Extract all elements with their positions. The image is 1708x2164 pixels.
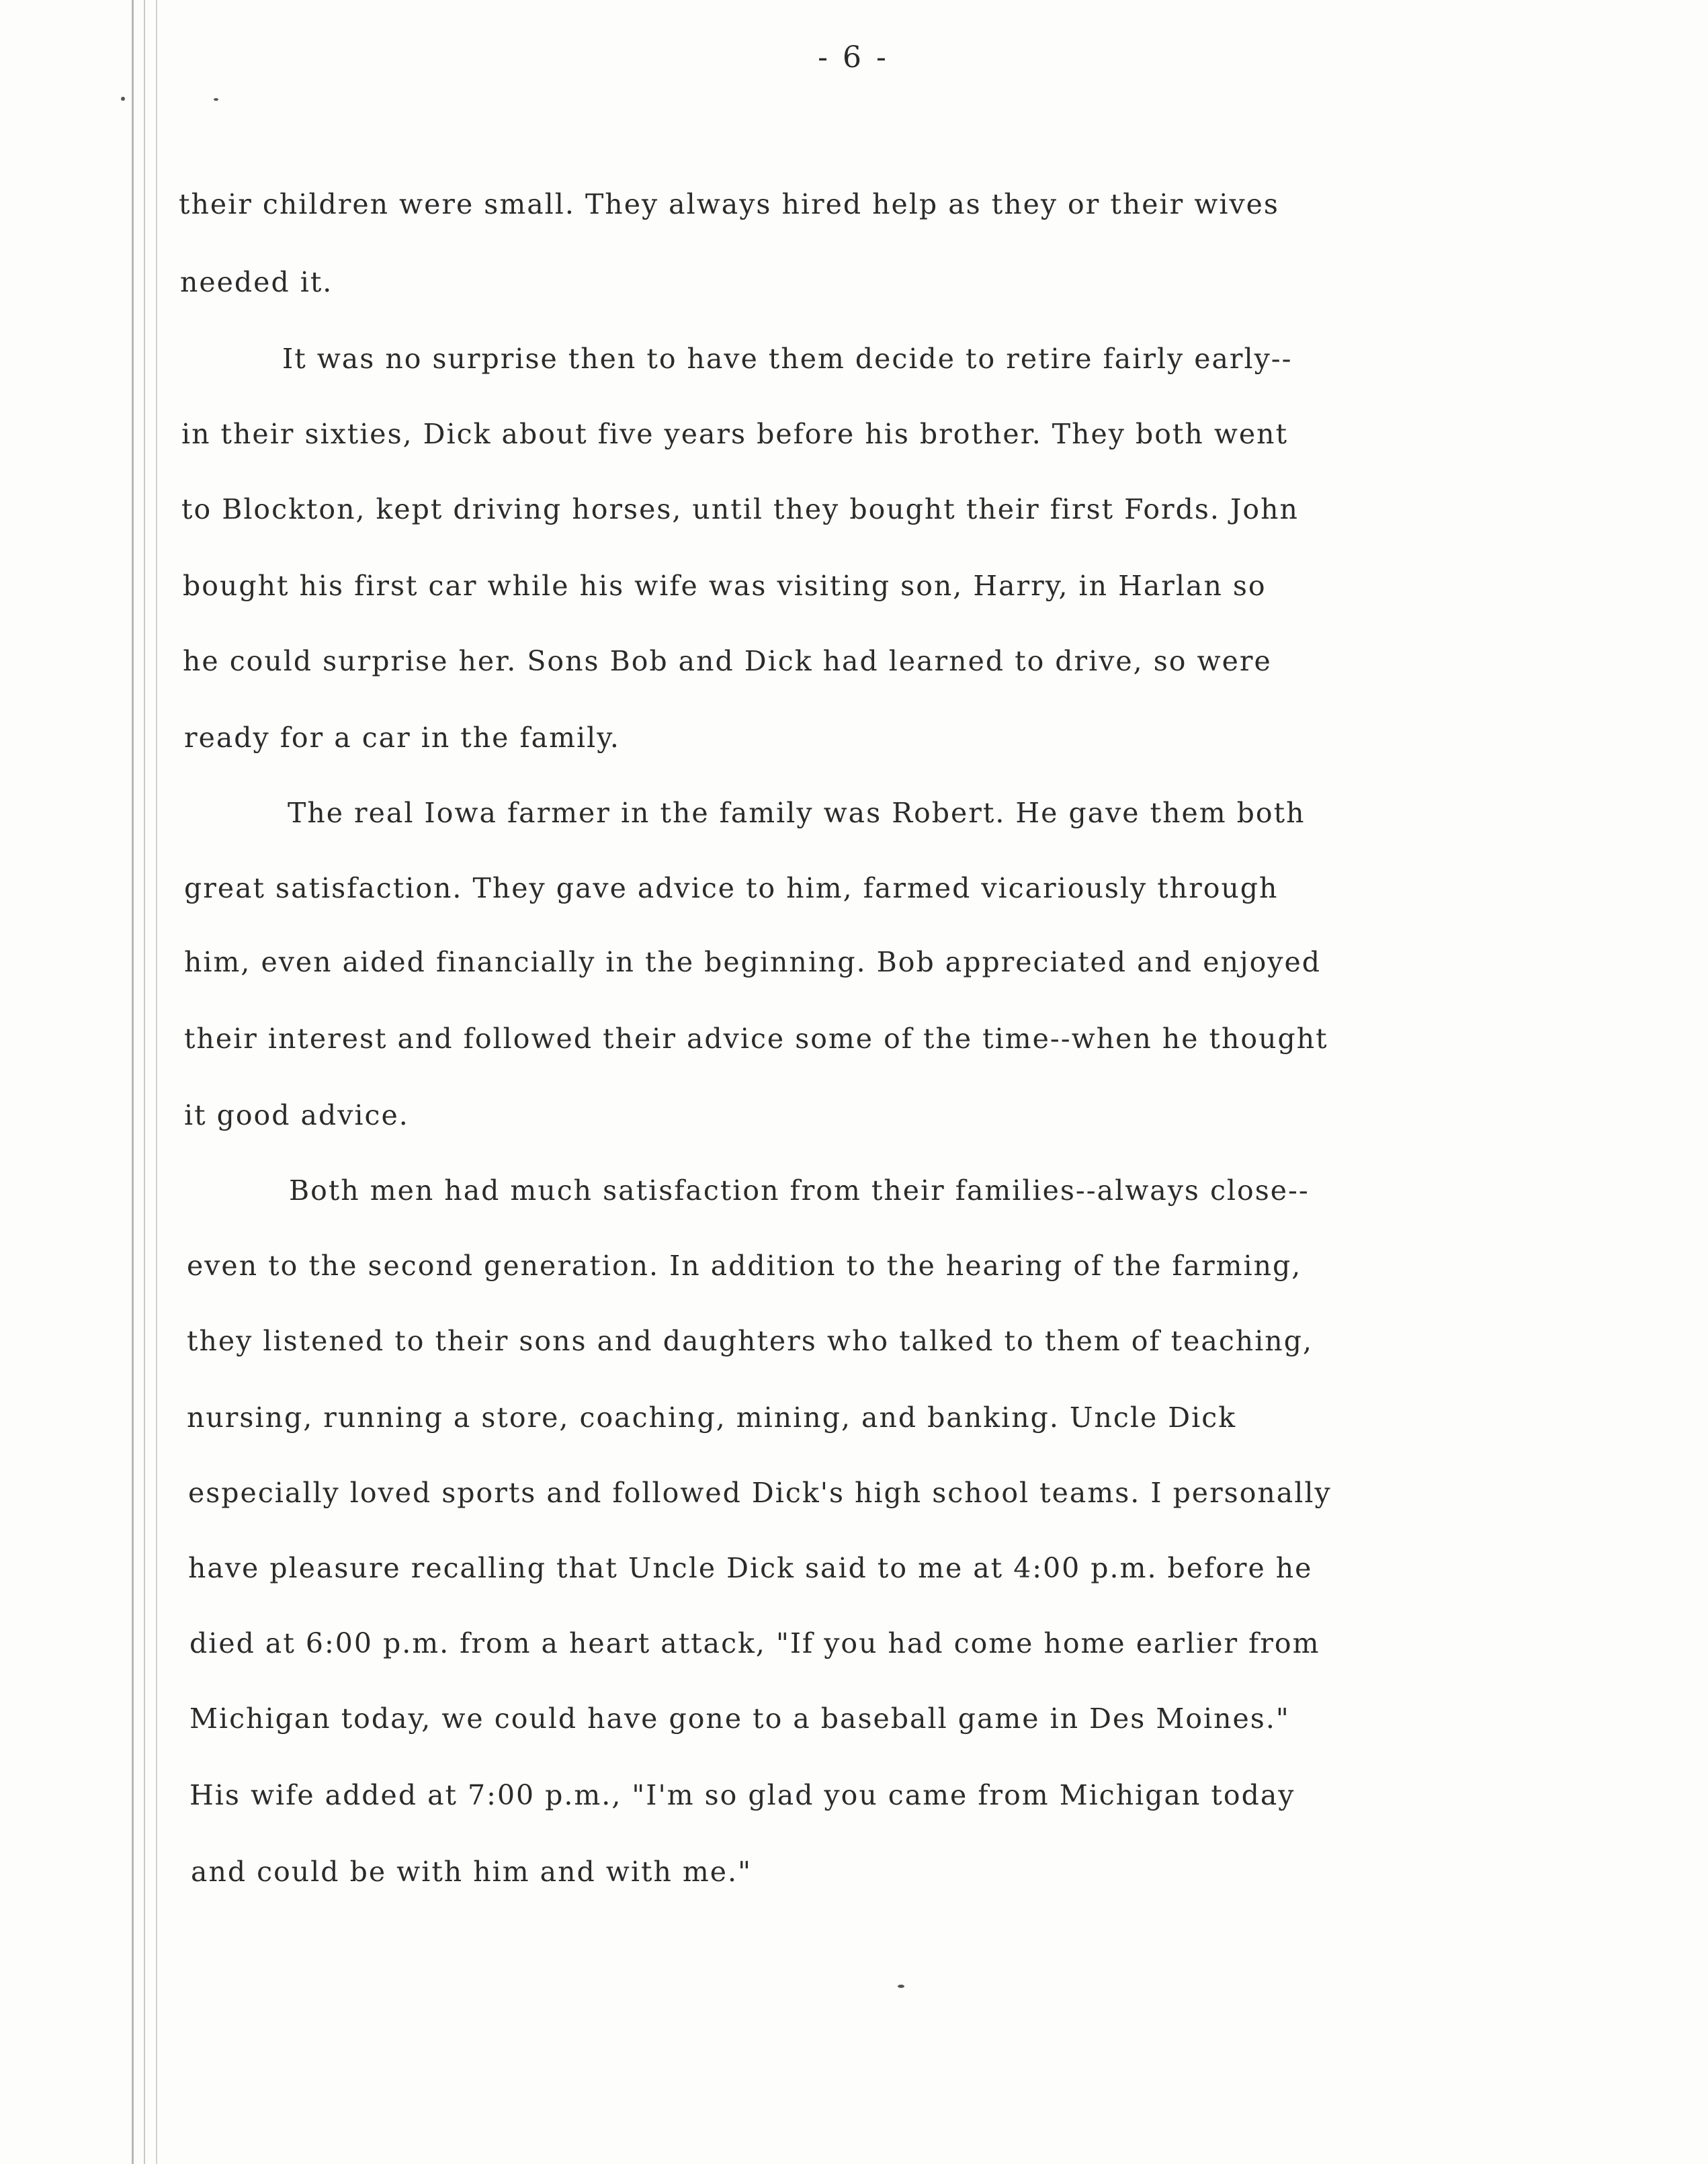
- scan-speck: [898, 1985, 904, 1988]
- text-line: and could be with him and with me.": [191, 1856, 752, 1888]
- binder-margin-line: [156, 0, 157, 2164]
- scan-speck: [214, 98, 218, 101]
- text-line: he could surprise her. Sons Bob and Dick had learned to drive, so were: [183, 645, 1272, 677]
- text-line: it good advice.: [184, 1099, 409, 1131]
- text-line: they listened to their sons and daughters who talked to them of teaching,: [187, 1325, 1313, 1357]
- binder-margin-line: [144, 0, 145, 2164]
- text-line: His wife added at 7:00 p.m., "I'm so glad you came from Michigan today: [189, 1779, 1295, 1811]
- text-line: their interest and followed their advice some of the time--when he thought: [184, 1023, 1328, 1055]
- text-line: especially loved sports and followed Dick's high school teams. I personally: [188, 1477, 1332, 1509]
- page-number: - 6 -: [818, 40, 889, 75]
- text-line: needed it.: [180, 266, 333, 298]
- text-line: in their sixties, Dick about five years before his brother. They both went: [181, 418, 1289, 450]
- text-line: The real Iowa farmer in the family was Robert. He gave them both: [288, 797, 1306, 829]
- text-line: great satisfaction. They gave advice to him, farmed vicariously through: [184, 872, 1279, 904]
- text-line: Both men had much satisfaction from their families--always close--: [289, 1174, 1310, 1207]
- text-line: have pleasure recalling that Uncle Dick said to me at 4:00 p.m. before he: [188, 1552, 1313, 1584]
- text-line: to Blockton, kept driving horses, until they bought their first Fords. John: [181, 493, 1299, 525]
- binder-margin-line: [132, 0, 134, 2164]
- text-line: It was no surprise then to have them decide to retire fairly early--: [282, 343, 1293, 375]
- text-line: bought his first car while his wife was visiting son, Harry, in Harlan so: [183, 570, 1267, 602]
- text-line: even to the second generation. In addition to the hearing of the farming,: [187, 1250, 1302, 1282]
- text-line: Michigan today, we could have gone to a baseball game in Des Moines.": [189, 1702, 1290, 1735]
- text-line: died at 6:00 p.m. from a heart attack, "If you had come home earlier from: [189, 1627, 1320, 1659]
- text-line: him, even aided financially in the beginning. Bob appreciated and enjoyed: [184, 946, 1321, 978]
- scan-speck: [121, 97, 125, 101]
- text-line: nursing, running a store, coaching, mining, and banking. Uncle Dick: [187, 1401, 1237, 1434]
- text-line: their children were small. They always hired help as they or their wives: [179, 188, 1279, 220]
- text-line: ready for a car in the family.: [184, 722, 620, 754]
